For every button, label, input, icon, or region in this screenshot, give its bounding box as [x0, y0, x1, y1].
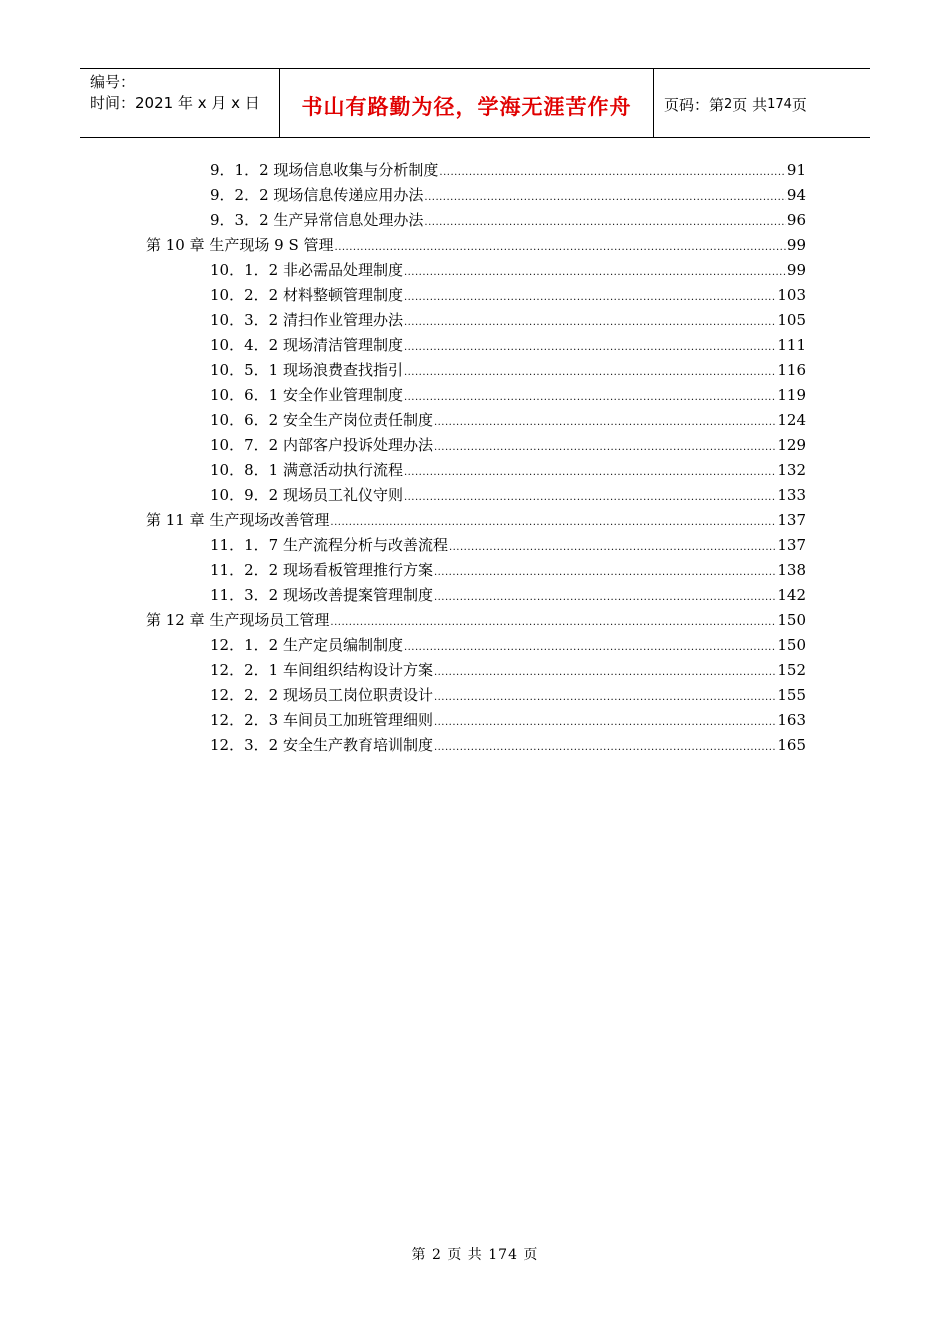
toc-dot-leader	[424, 210, 786, 235]
toc-dot-leader	[449, 535, 776, 560]
document-number-label: 编号：	[90, 73, 136, 91]
toc-entry-page-number: 137	[777, 511, 806, 529]
page-footer: 第 2 页 共 174 页	[411, 1247, 539, 1263]
page-total: 174	[767, 96, 792, 112]
toc-entry-page-number: 150	[777, 611, 806, 629]
toc-entry-page-number: 137	[777, 536, 806, 554]
toc-entry-page-number: 99	[786, 261, 806, 279]
page-mid: 页 共	[732, 95, 768, 114]
toc-section-entry[interactable]	[210, 433, 806, 458]
page-suffix: 页	[791, 95, 807, 114]
toc-section-entry[interactable]	[210, 683, 806, 708]
toc-dot-leader	[434, 710, 776, 735]
toc-entry-title: 12．2．2 现场员工岗位职责设计	[210, 686, 433, 704]
toc-entry-page-number: 152	[777, 661, 806, 679]
toc-dot-leader	[439, 160, 786, 185]
toc-entry-page-number: 111	[777, 336, 806, 354]
header-motto: 书山有路勤为径，学海无涯苦作舟	[301, 95, 632, 119]
header-page-info	[654, 69, 870, 137]
toc-dot-leader	[404, 485, 776, 510]
toc-dot-leader	[404, 635, 776, 660]
toc-entry-title: 9．2．2 现场信息传递应用办法	[210, 186, 424, 204]
toc-entry-title: 第 10 章 生产现场 9 S 管理	[146, 236, 334, 254]
toc-entry-title: 11．3．2 现场改善提案管理制度	[210, 586, 433, 604]
toc-entry-title: 10．8．1 满意活动执行流程	[210, 461, 403, 479]
toc-entry-title: 10．7．2 内部客户投诉处理办法	[210, 436, 433, 454]
toc-entry-title: 9．1．2 现场信息收集与分析制度	[210, 161, 439, 179]
toc-entry-title: 10．6．2 安全生产岗位责任制度	[210, 411, 433, 429]
toc-entry-title: 第 12 章 生产现场员工管理	[146, 611, 330, 629]
header-motto-cell	[280, 69, 654, 137]
toc-dot-leader	[434, 685, 776, 710]
toc-entry-page-number: 99	[786, 236, 806, 254]
toc-entry-page-number: 165	[777, 736, 806, 754]
toc-entry-title: 10．4．2 现场清洁管理制度	[210, 336, 403, 354]
toc-dot-leader	[434, 585, 776, 610]
toc-section-entry[interactable]	[210, 483, 806, 508]
toc-dot-leader	[434, 435, 776, 460]
toc-section-entry[interactable]	[210, 283, 806, 308]
toc-entry-title: 10．9．2 现场员工礼仪守则	[210, 486, 403, 504]
toc-section-entry[interactable]	[210, 408, 806, 433]
toc-entry-title: 12．3．2 安全生产教育培训制度	[210, 736, 433, 754]
toc-entry-title: 12．2．1 车间组织结构设计方案	[210, 661, 433, 679]
toc-dot-leader	[404, 260, 786, 285]
toc-dot-leader	[424, 185, 786, 210]
toc-entry-title: 第 11 章 生产现场改善管理	[146, 511, 330, 529]
toc-section-entry[interactable]	[210, 333, 806, 358]
toc-entry-page-number: 163	[777, 711, 806, 729]
toc-entry-page-number: 142	[777, 586, 806, 604]
toc-entry-title: 11．2．2 现场看板管理推行方案	[210, 561, 433, 579]
header-meta	[80, 69, 280, 137]
toc-dot-leader	[330, 510, 776, 535]
toc-entry-title: 10．2．2 材料整顿管理制度	[210, 286, 403, 304]
toc-entry-title: 12．2．3 车间员工加班管理细则	[210, 711, 433, 729]
toc-entry-page-number: 105	[777, 311, 806, 329]
toc-dot-leader	[434, 560, 776, 585]
toc-section-entry[interactable]	[210, 183, 806, 208]
toc-entry-page-number: 91	[786, 161, 806, 179]
toc-entry-page-number: 124	[777, 411, 806, 429]
toc-entry-title: 9．3．2 生产异常信息处理办法	[210, 211, 424, 229]
document-header	[80, 68, 870, 138]
toc-dot-leader	[404, 460, 776, 485]
toc-entry-page-number: 133	[777, 486, 806, 504]
toc-section-entry[interactable]	[210, 358, 806, 383]
toc-dot-leader	[404, 285, 776, 310]
toc-section-entry[interactable]	[210, 458, 806, 483]
toc-entry-page-number: 155	[777, 686, 806, 704]
toc-section-entry[interactable]	[210, 708, 806, 733]
toc-section-entry[interactable]	[210, 558, 806, 583]
toc-entry-title: 10．1．2 非必需品处理制度	[210, 261, 403, 279]
toc-section-entry[interactable]	[210, 533, 806, 558]
toc-entry-page-number: 132	[777, 461, 806, 479]
toc-dot-leader	[434, 660, 776, 685]
document-date-label: 时间：2021 年 x 月 x 日	[90, 94, 260, 112]
toc-entry-title: 12．1．2 生产定员编制制度	[210, 636, 403, 654]
toc-entry-title: 10．3．2 清扫作业管理办法	[210, 311, 403, 329]
toc-chapter-entry[interactable]	[146, 608, 806, 633]
toc-entry-page-number: 96	[786, 211, 806, 229]
toc-dot-leader	[404, 360, 776, 385]
toc-entry-page-number: 150	[777, 636, 806, 654]
toc-dot-leader	[434, 735, 776, 760]
toc-section-entry[interactable]	[210, 583, 806, 608]
toc-section-entry[interactable]	[210, 633, 806, 658]
toc-entry-title: 10．5．1 现场浪费查找指引	[210, 361, 403, 379]
toc-section-entry[interactable]	[210, 733, 806, 758]
page-prefix: 页码：第	[664, 95, 725, 114]
toc-dot-leader	[404, 335, 776, 360]
toc-entry-page-number: 116	[777, 361, 806, 379]
toc-entry-page-number: 94	[786, 186, 806, 204]
toc-section-entry[interactable]	[210, 658, 806, 683]
toc-section-entry[interactable]	[210, 158, 806, 183]
toc-dot-leader	[335, 235, 786, 260]
toc-entry-title: 11．1．7 生产流程分析与改善流程	[210, 536, 448, 554]
toc-entry-page-number: 129	[777, 436, 806, 454]
toc-section-entry[interactable]	[210, 308, 806, 333]
toc-dot-leader	[434, 410, 776, 435]
toc-section-entry[interactable]	[210, 383, 806, 408]
toc-chapter-entry[interactable]	[146, 508, 806, 533]
toc-section-entry[interactable]	[210, 208, 806, 233]
toc-chapter-entry[interactable]	[146, 233, 806, 258]
toc-entry-title: 10．6．1 安全作业管理制度	[210, 386, 403, 404]
toc-entry-page-number: 138	[777, 561, 806, 579]
toc-section-entry[interactable]	[210, 258, 806, 283]
page-current: 2	[724, 96, 733, 112]
toc-dot-leader	[404, 385, 776, 410]
toc-entry-page-number: 103	[777, 286, 806, 304]
toc-dot-leader	[330, 610, 776, 635]
toc-entry-page-number: 119	[777, 386, 806, 404]
toc-dot-leader	[404, 310, 776, 335]
